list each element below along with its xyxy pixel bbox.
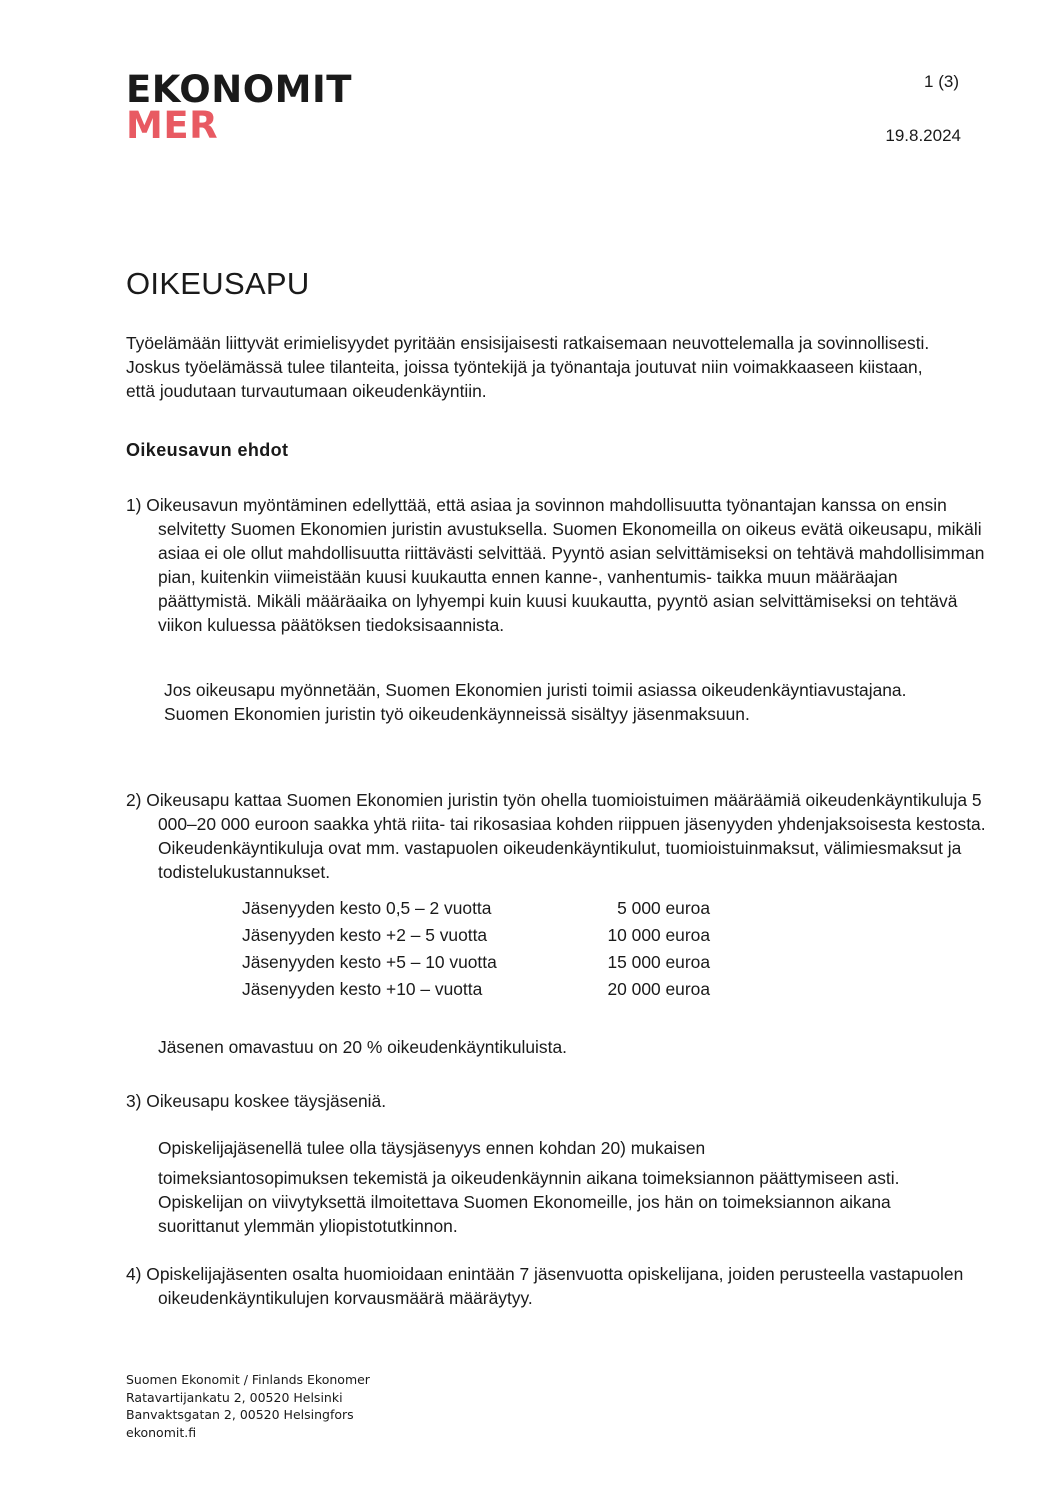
coverage-table bbox=[242, 898, 710, 1006]
coverage-amount: 15 000 euroa bbox=[607, 952, 710, 972]
coverage-amount: 5 000 euroa bbox=[617, 898, 710, 918]
deductible-note: Jäsenen omavastuu on 20 % oikeudenkäyntikuluista. bbox=[158, 1037, 567, 1057]
footer-address-sv: Banvaktsgatan 2, 00520 Helsingfors bbox=[126, 1407, 354, 1422]
membership-duration: Jäsenyyden kesto 0,5 – 2 vuotta bbox=[242, 898, 492, 918]
logo-line-1: EKONOMIT bbox=[126, 68, 352, 111]
organization-logo bbox=[126, 68, 352, 147]
page-title: OIKEUSAPU bbox=[126, 266, 310, 301]
table-row bbox=[242, 925, 710, 952]
condition-item-1-detail: Jos oikeusapu myönnetään, Suomen Ekonomien juristi toimii asiassa oikeudenkäyntiavustajana. Suomen Ekonomien juristin työ oikeudenkäynneissä sisältyy jäsenmaksuun. bbox=[164, 680, 907, 724]
page-number: 1 (3) bbox=[924, 72, 959, 91]
condition-item-2: 2) Oikeusapu kattaa Suomen Ekonomien juristin työn ohella tuomioistuimen määräämiä oikeudenkäyntikuluja 5 000–20 000 euroon saakka yhtä riita- tai rikosasiaa kohden riippuen jäsenyyden yhdenjaksoisesta kestosta. Oikeudenkäyntikuluja ovat mm. vastapuolen oikeudenkäyntikulut, tuomioistuinmaksut, välimiesmaksut ja todistelukustannukset. bbox=[126, 790, 986, 882]
coverage-amount: 10 000 euroa bbox=[607, 925, 710, 945]
section-heading: Oikeusavun ehdot bbox=[126, 440, 289, 460]
condition-item-4: 4) Opiskelijajäsenten osalta huomioidaan enintään 7 jäsenvuotta opiskelijana, joiden perusteella vastapuolen oikeudenkäyntikulujen korvausmäärä määräytyy. bbox=[126, 1264, 964, 1308]
footer-address bbox=[126, 1371, 370, 1441]
footer-website: ekonomit.fi bbox=[126, 1424, 197, 1440]
condition-item-3: 3) Oikeusapu koskee täysjäseniä. bbox=[126, 1091, 387, 1111]
table-row bbox=[242, 898, 710, 925]
table-row bbox=[242, 952, 710, 979]
document-date: 19.8.2024 bbox=[885, 126, 961, 145]
intro-paragraph: Työelämään liittyvät erimielisyydet pyritään ensisijaisesti ratkaisemaan neuvottelemalla ja sovinnollisesti. Joskus työelämässä tulee tilanteita, joissa työntekijä ja työnantaja joutuvat niin voimakkaaseen kiistaan, että joudutaan turvautumaan oikeudenkäyntiin. bbox=[126, 333, 930, 401]
coverage-amount: 20 000 euroa bbox=[607, 979, 710, 999]
condition-item-1: 1) Oikeusavun myöntäminen edellyttää, että asiaa ja sovinnon mahdollisuutta työnantajan kanssa on ensin selvitetty Suomen Ekonomien juristin avustuksella. Suomen Ekonomeilla on oikeus evätä oikeusapu, mikäli asiaa ei ole ollut mahdollisuutta riittävästi selvittää. Pyyntö asian selvittämiseksi on tehtävä mahdollisimman pian, kuitenkin viimeistään kuusi kuukautta ennen kanne-, vanhentumis- taikka muun määräajan päättymistä. Mikäli määräaika on lyhyempi kuin kuusi kuukautta, pyyntö asian selvittämiseksi on tehtävä viikon kuluessa päätöksen tiedoksisaannista. bbox=[126, 495, 985, 635]
footer-address-fi: Ratavartijankatu 2, 00520 Helsinki bbox=[126, 1389, 343, 1405]
table-row bbox=[242, 979, 710, 1006]
condition-item-3-detail-line1: Opiskelijajäsenellä tulee olla täysjäsenyys ennen kohdan 20) mukaisen bbox=[158, 1138, 706, 1158]
membership-duration: Jäsenyyden kesto +5 – 10 vuotta bbox=[242, 952, 497, 972]
condition-item-3-detail: toimeksiantosopimuksen tekemistä ja oikeudenkäynnin aikana toimeksiannon päättymiseen asti. Opiskelijan on viivytyksettä ilmoitettava Suomen Ekonomeille, jos hän on toimeksiannon aikana suorittanut ylemmän yliopistotutkinnon. bbox=[158, 1168, 900, 1236]
membership-duration: Jäsenyyden kesto +2 – 5 vuotta bbox=[242, 925, 488, 945]
footer-organization: Suomen Ekonomit / Finlands Ekonomer bbox=[126, 1372, 370, 1387]
membership-duration: Jäsenyyden kesto +10 – vuotta bbox=[242, 979, 483, 999]
logo-line-2: MER bbox=[126, 104, 219, 147]
